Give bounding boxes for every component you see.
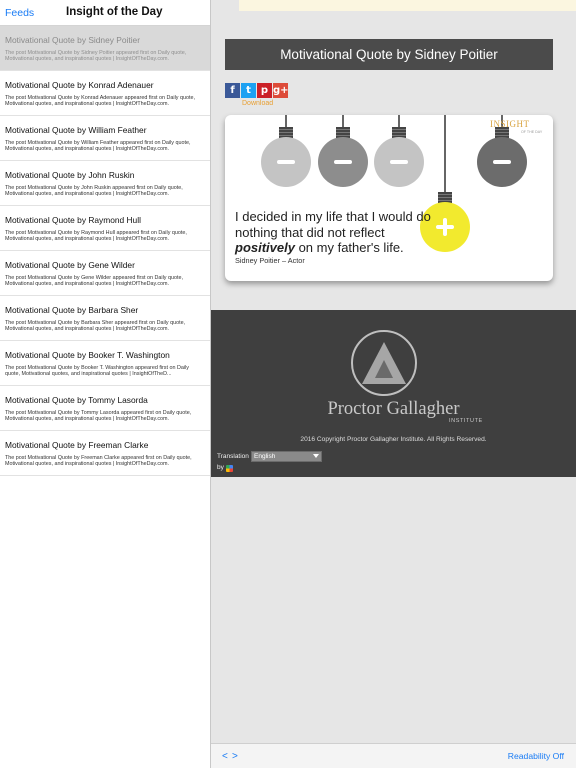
list-item-desc: The post Motivational Quote by Sidney Poitier appeared first on Daily quote, Motivational quotes, and inspirational quotes | InsightOfTheDay.com. — [5, 50, 187, 63]
bulb-wire — [285, 115, 287, 127]
article-title: Motivational Quote by Sidney Poitier — [225, 39, 553, 70]
list-item-title: Motivational Quote by John Ruskin — [5, 170, 135, 180]
company-subtitle: INSTITUTE — [449, 418, 483, 424]
bottom-toolbar — [211, 743, 576, 768]
company-name: Proctor Gallagher — [327, 399, 460, 419]
translation-label: Translation — [217, 453, 249, 460]
list-item-title: Motivational Quote by Gene Wilder — [5, 260, 135, 270]
bulb-off-icon — [318, 137, 368, 187]
list-item-desc: The post Motivational Quote by Barbara Sher appeared first on Daily quote, Motivational quotes, and inspirational quotes | InsightOfTheDay.com. — [5, 320, 186, 333]
copyright-text: 2016 Copyright Proctor Gallagher Institute. All Rights Reserved. — [300, 436, 487, 443]
bulb-wire — [444, 115, 446, 193]
readability-toggle-button[interactable]: Readability Off — [507, 751, 564, 761]
quote-emphasis: positively — [235, 240, 295, 255]
download-link[interactable]: Download — [242, 100, 274, 107]
article-pane — [211, 0, 576, 743]
language-select[interactable] — [251, 451, 322, 462]
list-item-title: Motivational Quote by Freeman Clarke — [5, 440, 149, 450]
facebook-icon[interactable]: f — [225, 83, 240, 98]
brand-logo: INSIGHT — [490, 119, 530, 129]
sidebar-header — [0, 0, 210, 26]
list-item-desc: The post Motivational Quote by William Feather appeared first on Daily quote, Motivational quotes, and inspirational quotes | InsightOfTheDay.com. — [5, 140, 191, 153]
previous-article-button[interactable]: < — [222, 751, 228, 762]
sidebar — [0, 0, 211, 768]
bulb-off-icon — [261, 137, 311, 187]
brand-logo-sub: OF THE DAY — [521, 130, 543, 134]
quote-part-2: on my father's life. — [294, 240, 404, 255]
list-item-desc: The post Motivational Quote by Freeman Clarke appeared first on Daily quote, Motivational quotes, and inspirational quotes | InsightOfTheDay.com. — [5, 455, 192, 468]
list-item-title: Motivational Quote by Tommy Lasorda — [5, 395, 148, 405]
list-item[interactable] — [0, 341, 210, 386]
list-item[interactable] — [0, 251, 210, 296]
list-item-title: Motivational Quote by William Feather — [5, 125, 147, 135]
quote-image — [225, 115, 553, 281]
logo-triangle-inner-icon — [375, 360, 393, 378]
list-item-title: Motivational Quote by Sidney Poitier — [5, 35, 141, 45]
translation-by-label: by — [217, 464, 224, 471]
site-footer — [211, 310, 576, 477]
bulb-off-icon — [374, 137, 424, 187]
quote-author: Sidney Poitier – Actor — [235, 256, 305, 265]
language-select-value: English — [254, 453, 276, 460]
list-item[interactable] — [0, 161, 210, 206]
bulb-wire — [398, 115, 400, 127]
top-banner — [239, 0, 576, 11]
bulb-wire — [342, 115, 344, 127]
share-bar — [225, 83, 288, 98]
list-item[interactable] — [0, 431, 210, 476]
list-item-title: Motivational Quote by Booker T. Washington — [5, 350, 170, 360]
list-item-title: Motivational Quote by Barbara Sher — [5, 305, 139, 315]
chevron-down-icon — [313, 454, 319, 458]
list-item-desc: The post Motivational Quote by Booker T. Washington appeared first on Daily quote, Motivational quotes, and inspirational quotes | InsightOfTheD... — [5, 365, 189, 378]
google-translate-icon — [226, 465, 233, 472]
feed-title: Insight of the Day — [66, 6, 163, 18]
list-item[interactable] — [0, 26, 210, 71]
bulb-off-icon — [477, 137, 527, 187]
list-item[interactable] — [0, 116, 210, 161]
list-item[interactable] — [0, 386, 210, 431]
feeds-back-button[interactable]: Feeds — [5, 7, 35, 19]
list-item-desc: The post Motivational Quote by Raymond Hull appeared first on Daily quote, Motivational quotes, and inspirational quotes | InsightOfTheDay.com. — [5, 230, 187, 243]
list-item-title: Motivational Quote by Konrad Adenauer — [5, 80, 154, 90]
list-item-desc: The post Motivational Quote by Tommy Lasorda appeared first on Daily quote, Motivational quotes, and inspirational quotes | InsightOfTheDay.com. — [5, 410, 192, 423]
twitter-icon[interactable]: t — [241, 83, 256, 98]
next-article-button[interactable]: > — [232, 751, 238, 762]
article-list — [0, 26, 210, 476]
list-item[interactable] — [0, 206, 210, 251]
list-item[interactable] — [0, 71, 210, 116]
list-item-desc: The post Motivational Quote by Gene Wilder appeared first on Daily quote, Motivational quotes, and inspirational quotes | InsightOfTheDay.com. — [5, 275, 183, 288]
quote-part-1: I decided in my life that I would do nothing that did not reflect — [235, 209, 431, 240]
list-item-desc: The post Motivational Quote by Konrad Adenauer appeared first on Daily quote, Motivational quotes, and inspirational quotes | InsightOfTheDay.com. — [5, 95, 195, 108]
list-item-desc: The post Motivational Quote by John Ruskin appeared first on Daily quote, Motivational quotes, and inspirational quotes | InsightOfTheDay.com. — [5, 185, 183, 198]
list-item[interactable] — [0, 296, 210, 341]
quote-text — [235, 209, 435, 256]
google-plus-icon[interactable]: g+ — [273, 85, 289, 96]
list-item-title: Motivational Quote by Raymond Hull — [5, 215, 141, 225]
pinterest-icon[interactable]: p — [257, 83, 272, 98]
